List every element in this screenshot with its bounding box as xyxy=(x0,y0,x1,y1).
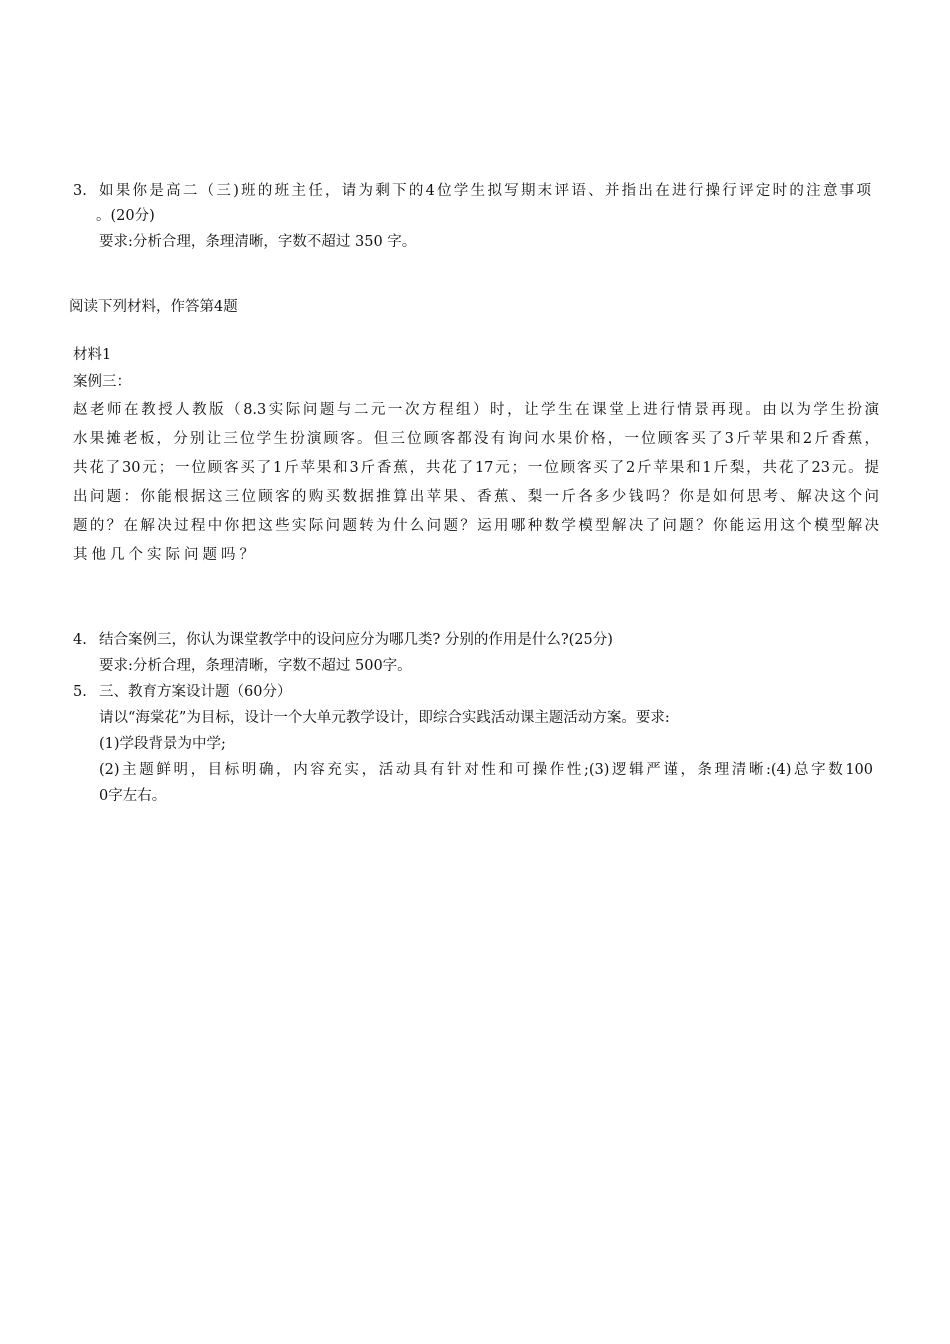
question-number: 3. xyxy=(73,183,87,199)
question-requirement: 要求:分析合理，条理清晰，字数不超过 500字。 xyxy=(99,658,412,674)
case-title: 案例三： xyxy=(73,374,131,390)
material-line: 题的？在解决过程中你把这些实际问题转为什么问题？运用哪种数学模型解决了问题？你能运用这个模型解决 xyxy=(73,518,879,534)
question-text: 三、教育方案设计题（60分） xyxy=(99,684,292,700)
requirement-item: (1)学段背景为中学; xyxy=(99,736,226,752)
question-score: 。(20分) xyxy=(96,208,155,224)
question-text: 如果你是高二（三)班的班主任，请为剩下的4位学生拟写期末评语、并指出在进行操行评定时的注意事项 xyxy=(99,183,871,199)
material-line: 赵老师在教授人教版（8.3实际问题与二元一次方程组）时，让学生在课堂上进行情景再现。由以为学生扮演 xyxy=(73,402,879,418)
material-line: 其他几个实际问题吗？ xyxy=(73,547,258,563)
material-line: 出问题：你能根据这三位顾客的购买数据推算出苹果、香蕉、梨一斤各多少钱吗？你是如何思考、解决这个问 xyxy=(73,489,879,505)
question-number: 5. xyxy=(73,684,87,700)
reading-instruction: 阅读下列材料，作答第4题 xyxy=(69,299,238,315)
question-requirement: 要求:分析合理，条理清晰，字数不超过 350 字。 xyxy=(99,234,417,250)
requirement-item: 0字左右。 xyxy=(99,788,167,804)
material-title: 材料1 xyxy=(73,347,112,363)
question-text: 结合案例三，你认为课堂教学中的设问应分为哪几类? 分别的作用是什么?(25分) xyxy=(99,632,613,648)
requirement-item: (2)主题鲜明，目标明确，内容充实，活动具有针对性和可操作性;(3)逻辑严谨，条理清晰:(4)总字数100 xyxy=(99,762,873,778)
material-line: 水果摊老板，分别让三位学生扮演顾客。但三位顾客都没有询问水果价格，一位顾客买了3斤苹果和2斤香蕉， xyxy=(73,431,879,447)
question-number: 4. xyxy=(73,632,87,648)
material-line: 共花了30元；一位顾客买了1斤苹果和3斤香蕉，共花了17元；一位顾客买了2斤苹果和1斤梨，共花了23元。提 xyxy=(73,460,879,476)
question-prompt: 请以“海棠花”为目标，设计一个大单元教学设计，即综合实践活动课主题活动方案。要求: xyxy=(99,710,670,726)
